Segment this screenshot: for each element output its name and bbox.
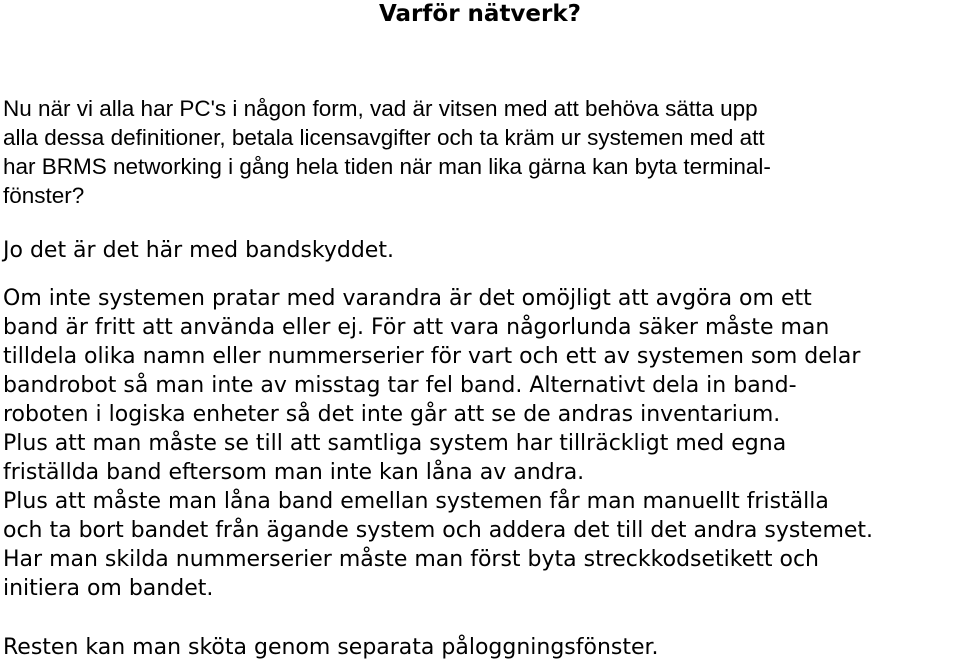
- text-line: band är fritt att använda eller ej. För att vara någorlunda säker måste man: [3, 315, 830, 340]
- text-line: friställda band eftersom man inte kan låna av andra.: [3, 460, 585, 485]
- text-line: roboten i logiska enheter så det inte går att se de andras inventarium.: [3, 402, 781, 427]
- text-line: alla dessa definitioner, betala licensavgifter och ta kräm ur systemen med att: [3, 125, 765, 150]
- text-line: Resten kan man sköta genom separata påloggningsfönster.: [3, 635, 659, 660]
- text-line: Har man skilda nummerserier måste man först byta streckkodsetikett och: [3, 547, 819, 572]
- text-line: bandrobot så man inte av misstag tar fel band. Alternativt dela in band-: [3, 373, 797, 398]
- paragraph-answer: [3, 236, 960, 265]
- text-line: har BRMS networking i gång hela tiden när man lika gärna kan byta terminal-: [3, 154, 771, 179]
- text-line: Plus att måste man låna band emellan systemen får man manuellt friställa: [3, 489, 829, 514]
- text-line: tilldela olika namn eller nummerserier för vart och ett av systemen som delar: [3, 344, 861, 369]
- text-line: initiera om bandet.: [3, 576, 214, 601]
- text-line: Om inte systemen pratar med varandra är det omöjligt att avgöra om ett: [3, 286, 812, 311]
- text-line: och ta bort bandet från ägande system och addera det till det andra systemet.: [3, 518, 874, 543]
- text-line: fönster?: [3, 183, 85, 208]
- text-line: Jo det är det här med bandskyddet.: [3, 238, 394, 263]
- paragraph-conclusion: [3, 633, 960, 662]
- paragraph-intro: [3, 94, 960, 210]
- page-title: Varför nätverk?: [378, 1, 582, 27]
- text-line: Nu när vi alla har PC's i någon form, vad är vitsen med att behöva sätta upp: [3, 96, 758, 121]
- paragraph-explanation: [3, 284, 960, 603]
- text-line: Plus att man måste se till att samtliga system har tillräckligt med egna: [3, 431, 787, 456]
